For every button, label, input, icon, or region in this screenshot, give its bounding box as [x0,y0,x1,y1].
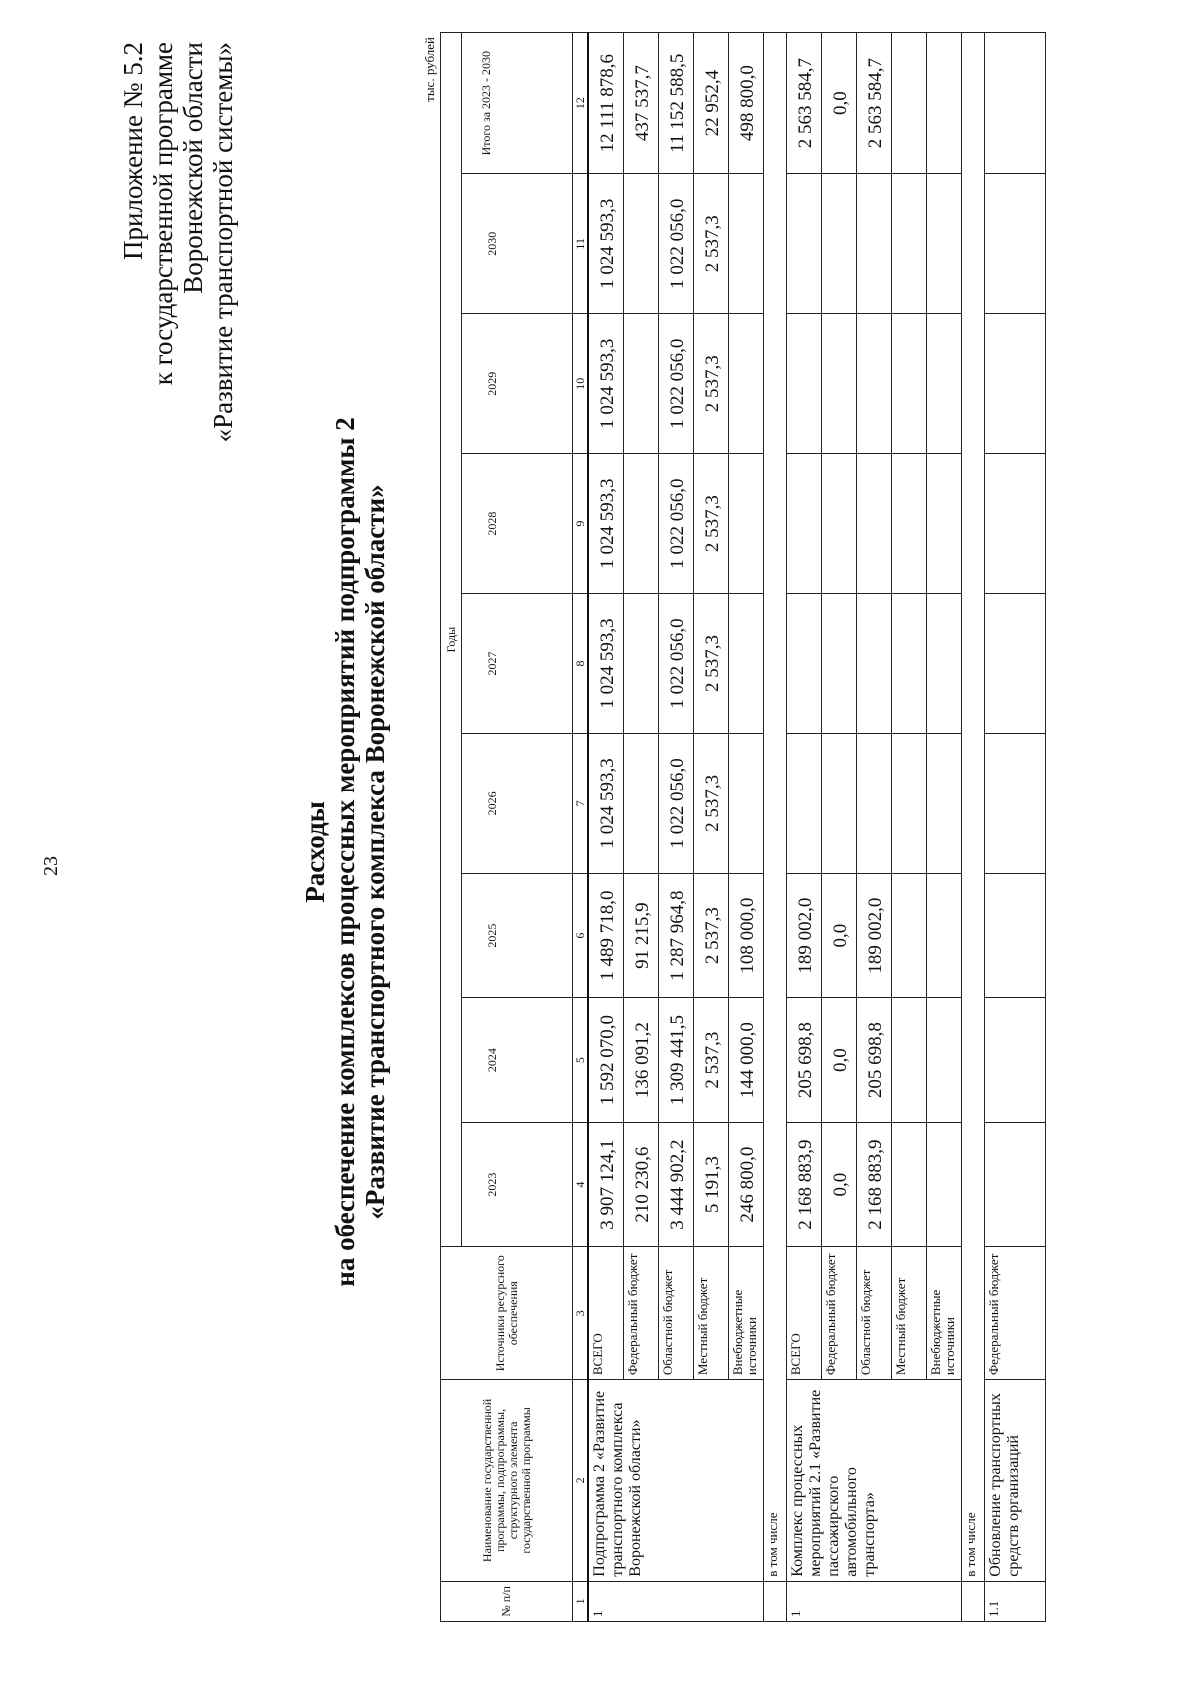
row-source: Областной бюджет [857,1247,892,1380]
header-year: 2026 [462,733,573,873]
row-value [927,174,962,314]
row-value [985,733,1046,873]
row-value [787,454,822,594]
row-value [927,733,962,873]
row-value: 108 000,0 [729,873,764,997]
header-year: 2029 [462,314,573,454]
row-value [892,1122,927,1246]
row-value: 1 022 056,0 [659,174,694,314]
row-value: 2 537,3 [694,733,729,873]
section-label-num [962,1581,985,1621]
row-value: 91 215,9 [624,873,659,997]
row-value [822,454,857,594]
row-value [787,174,822,314]
row-source: Местный бюджет [892,1247,927,1380]
row-source: Внебюджетные источники [927,1247,962,1380]
row-value [892,594,927,734]
row-value: 144 000,0 [729,998,764,1122]
row-value: 0,0 [822,998,857,1122]
header-col-source: Источники ресурсного обеспечения [441,1247,573,1380]
row-value [787,733,822,873]
header-col-number: 8 [573,594,589,734]
row-value [624,454,659,594]
row-value [624,174,659,314]
appendix-line-1: Приложение № 5.2 [118,42,148,260]
header-numbers-row [573,33,589,1622]
row-value: 2 537,3 [694,174,729,314]
header-years-group: Годы [441,33,462,1247]
row-value: 205 698,8 [787,998,822,1122]
appendix-header [118,42,238,462]
row-value: 437 537,7 [624,33,659,174]
row-value [624,314,659,454]
row-source: Местный бюджет [694,1247,729,1380]
section-label-row [962,33,985,1622]
row-value [857,733,892,873]
row-value [985,998,1046,1122]
header-year: 2028 [462,454,573,594]
row-number: 1 [787,1581,962,1621]
row-value [787,594,822,734]
header-year: 2025 [462,873,573,997]
row-value [927,33,962,174]
row-value [729,594,764,734]
row-value: 12 111 878,6 [588,33,624,174]
header-col-number: 10 [573,314,589,454]
row-value: 136 091,2 [624,998,659,1122]
row-source: Федеральный бюджет [624,1247,659,1380]
row-source: ВСЕГО [588,1247,624,1380]
row-value [892,33,927,174]
header-total: Итого за 2023 - 2030 [462,33,573,174]
header-col-name: Наименование государственной программы, подпрограммы, структурного элемента государственной программы [441,1380,573,1582]
section-label-num [764,1581,787,1621]
row-value: 210 230,6 [624,1122,659,1246]
row-value: 2 537,3 [694,998,729,1122]
row-value: 1 309 441,5 [659,998,694,1122]
row-value [822,594,857,734]
appendix-line-4: «Развитие транспортной системы» [208,42,238,443]
row-value: 1 022 056,0 [659,733,694,873]
row-value: 11 152 588,5 [659,33,694,174]
row-value: 3 907 124,1 [588,1122,624,1246]
document-title [300,352,390,1352]
section-label: в том числе [764,33,787,1582]
table-header [441,33,589,1622]
row-value [822,733,857,873]
row-value: 1 024 593,3 [588,454,624,594]
row-value [985,1122,1046,1246]
row-value [729,454,764,594]
appendix-line-2: к государственной программе [148,42,178,386]
row-value: 1 022 056,0 [659,594,694,734]
row-value [892,873,927,997]
title-line-1: Расходы [300,801,330,903]
row-value: 205 698,8 [857,998,892,1122]
row-value [927,998,962,1122]
row-value: 3 444 902,2 [659,1122,694,1246]
row-value [822,314,857,454]
row-value: 5 191,3 [694,1122,729,1246]
row-value [927,314,962,454]
row-value: 1 592 070,0 [588,998,624,1122]
row-value [787,314,822,454]
row-source: Внебюджетные источники [729,1247,764,1380]
row-value: 2 537,3 [694,314,729,454]
header-col-number: 1 [573,1581,589,1621]
row-value [892,733,927,873]
title-line-3: «Развитие транспортного комплекса Воронежской области» [360,484,390,1220]
row-value: 189 002,0 [857,873,892,997]
header-col-number: 6 [573,873,589,997]
row-value [985,454,1046,594]
row-value: 2 563 584,7 [787,33,822,174]
header-col-num: № п/п [441,1581,573,1621]
row-value: 0,0 [822,873,857,997]
row-value [729,314,764,454]
row-value: 246 800,0 [729,1122,764,1246]
table-row [787,33,822,1622]
row-value [985,594,1046,734]
row-source: Областной бюджет [659,1247,694,1380]
header-year: 2023 [462,1122,573,1246]
row-value [927,594,962,734]
header-col-number: 5 [573,998,589,1122]
table-body [588,33,1046,1622]
page-number: 23 [40,856,62,876]
row-value: 0,0 [822,1122,857,1246]
row-value: 2 168 883,9 [787,1122,822,1246]
row-value [857,174,892,314]
row-value: 1 022 056,0 [659,454,694,594]
row-value [892,314,927,454]
row-value [985,174,1046,314]
row-value [985,33,1046,174]
header-col-number: 12 [573,33,589,174]
header-col-number: 11 [573,174,589,314]
header-year: 2030 [462,174,573,314]
row-value [892,998,927,1122]
row-name: Подпрограмма 2 «Развитие транспортного комплекса Воронежской области» [588,1380,764,1582]
table-row [588,33,624,1622]
section-label: в том числе [962,33,985,1582]
row-value: 1 024 593,3 [588,733,624,873]
row-number: 1 [588,1581,764,1621]
row-value [927,454,962,594]
row-value: 2 537,3 [694,594,729,734]
row-value [857,594,892,734]
row-value [892,174,927,314]
row-value: 2 537,3 [694,454,729,594]
row-value [624,594,659,734]
row-value: 189 002,0 [787,873,822,997]
header-year: 2024 [462,998,573,1122]
row-value: 1 024 593,3 [588,174,624,314]
row-value: 1 024 593,3 [588,594,624,734]
row-source: ВСЕГО [787,1247,822,1380]
row-value: 2 168 883,9 [857,1122,892,1246]
row-value [985,314,1046,454]
section-label-row [764,33,787,1622]
row-value: 1 287 964,8 [659,873,694,997]
row-value [822,174,857,314]
row-value: 1 024 593,3 [588,314,624,454]
row-value: 1 489 718,0 [588,873,624,997]
row-number: 1.1 [985,1581,1046,1621]
header-col-number: 2 [573,1380,589,1582]
header-row [441,33,462,1622]
unit-label: тыс. рублей [422,37,437,102]
row-value: 1 022 056,0 [659,314,694,454]
row-source: Федеральный бюджет [985,1247,1046,1380]
row-value [927,873,962,997]
appendix-line-3: Воронежской области [178,42,208,294]
row-value [729,733,764,873]
row-value [624,733,659,873]
row-value: 498 800,0 [729,33,764,174]
row-value [927,1122,962,1246]
expenses-table [440,32,1046,1622]
header-col-number: 3 [573,1247,589,1380]
row-value [729,174,764,314]
row-name: Комплекс процессных мероприятий 2.1 «Развитие пассажирского автомобильного транспорта» [787,1380,962,1582]
row-value: 22 952,4 [694,33,729,174]
row-value: 2 563 584,7 [857,33,892,174]
header-col-number: 7 [573,733,589,873]
row-value: 0,0 [822,33,857,174]
header-col-number: 4 [573,1122,589,1246]
row-value [857,314,892,454]
row-source: Федеральный бюджет [822,1247,857,1380]
header-year: 2027 [462,594,573,734]
row-value [985,873,1046,997]
header-col-number: 9 [573,454,589,594]
row-value [857,454,892,594]
row-name: Обновление транспортных средств организаций [985,1380,1046,1582]
row-value [892,454,927,594]
title-line-2: на обеспечение комплексов процессных мероприятий подпрограммы 2 [330,417,360,1287]
table-row [985,33,1046,1622]
row-value: 2 537,3 [694,873,729,997]
